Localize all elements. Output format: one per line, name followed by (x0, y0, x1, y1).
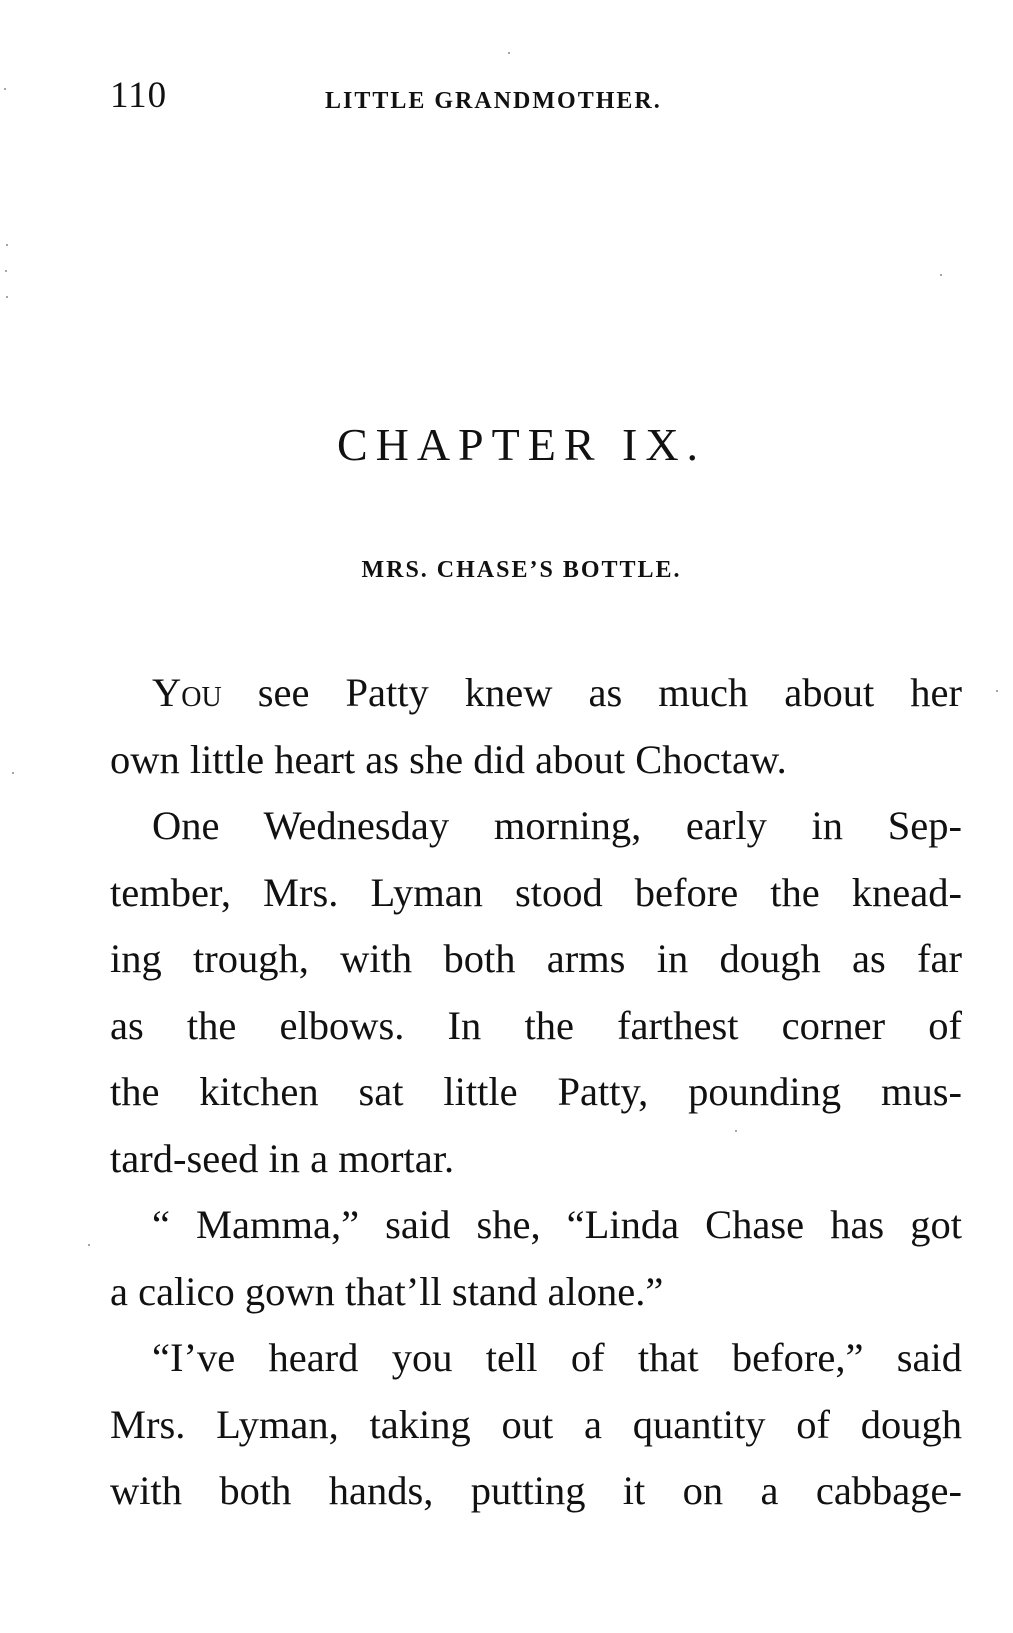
paper-speck (735, 1130, 737, 1132)
text-line-13: with both hands, putting it on a cabbage- (110, 1468, 962, 1513)
page-number: 110 (110, 75, 168, 116)
paper-speck (6, 244, 8, 246)
running-head (110, 74, 970, 124)
text-line-7: the kitchen sat little Patty, pounding mus- (110, 1069, 962, 1114)
paper-speck (508, 52, 510, 54)
text-line-9: “ Mamma,” said she, “Linda Chase has got (152, 1202, 962, 1247)
paper-speck (88, 1244, 90, 1246)
paper-speck (996, 690, 998, 692)
paper-speck (4, 88, 6, 90)
opening-word: You (152, 670, 222, 715)
text-line-5: ing trough, with both arms in dough as far (110, 936, 962, 981)
body-text (110, 660, 962, 1525)
chapter-subtitle: MRS. CHASE’S BOTTLE. (361, 557, 682, 583)
text-line-10: a calico gown that’ll stand alone.” (110, 1268, 664, 1314)
text-line-1-rest: see Patty knew as much about her (221, 670, 962, 715)
text-line-12: Mrs. Lyman, taking out a quantity of dough (110, 1401, 962, 1447)
text-line-11: “I’ve heard you tell of that before,” said (152, 1335, 962, 1380)
paper-speck (6, 296, 8, 298)
chapter-title: CHAPTER IX. (336, 419, 707, 470)
text-line-8: tard-seed in a mortar. (110, 1135, 455, 1181)
paper-speck (12, 772, 14, 774)
paper-speck (940, 274, 942, 276)
paper-speck (5, 270, 7, 272)
text-line-2: own little heart as she did about Choctaw. (110, 736, 787, 782)
text-line-3: One Wednesday morning, early in Sep- (152, 803, 962, 848)
text-line-1 (110, 660, 962, 727)
text-line-4: tember, Mrs. Lyman stood before the knead- (110, 869, 962, 915)
running-title: LITTLE GRANDMOTHER. (325, 88, 662, 114)
text-line-6: as the elbows. In the farthest corner of (110, 1002, 962, 1048)
